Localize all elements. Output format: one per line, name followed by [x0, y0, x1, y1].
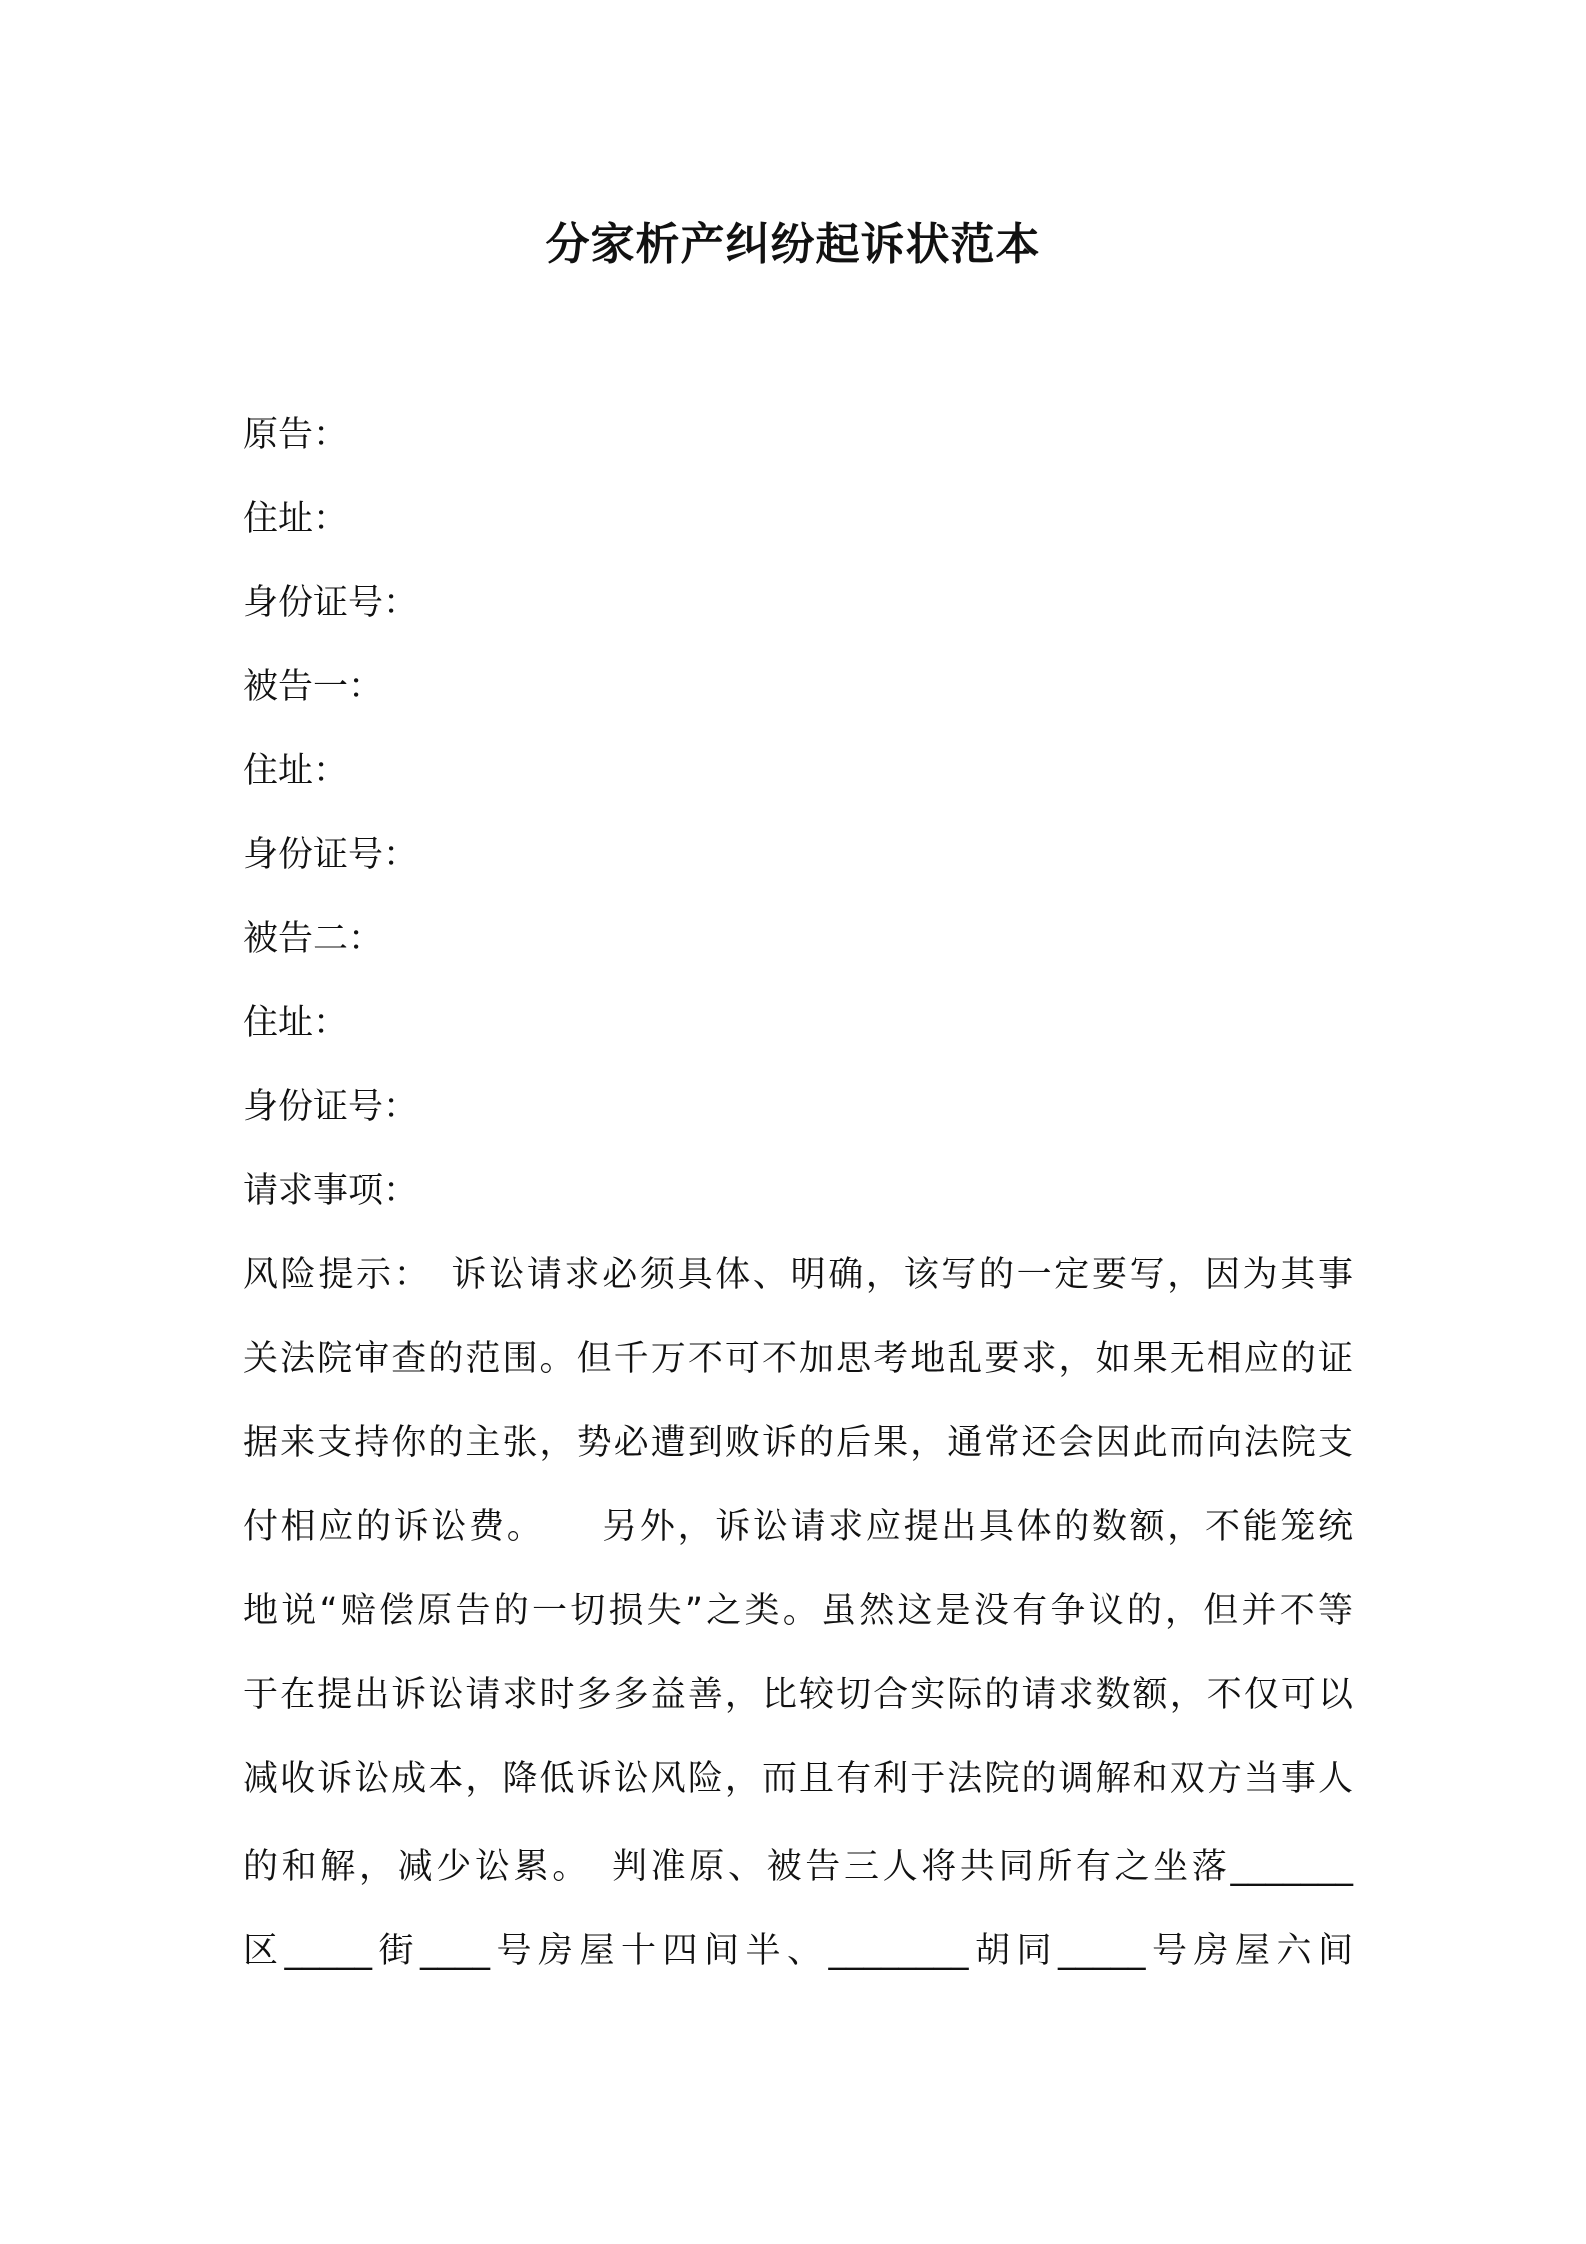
body-line: 付相应的诉讼费。 另外，诉讼请求应提出具体的数额，不能笼统: [243, 1507, 1353, 1547]
defendant-two-label: 被告二：: [243, 919, 384, 959]
body-line: 风险提示： 诉讼请求必须具体、明确，该写的一定要写，因为其事: [243, 1255, 1353, 1295]
body-line: 的和解，减少讼累。 判准原、被告三人将共同所有之坐落_______: [243, 1847, 1353, 1887]
defendant-one-id-label: 身份证号：: [243, 835, 419, 875]
plaintiff-address-label: 住址：: [243, 499, 349, 539]
plaintiff-id-label: 身份证号：: [243, 583, 419, 623]
defendant-two-address-label: 住址：: [243, 1003, 349, 1043]
body-line: 地说“赔偿原告的一切损失”之类。虽然这是没有争议的，但并不等: [243, 1591, 1353, 1631]
document-title: 分家析产纠纷起诉状范本: [545, 219, 1041, 270]
defendant-one-label: 被告一：: [243, 667, 384, 707]
defendant-two-id-label: 身份证号：: [243, 1087, 419, 1127]
claims-label: 请求事项：: [243, 1171, 419, 1211]
body-line: 减收诉讼成本，降低诉讼风险，而且有利于法院的调解和双方当事人: [243, 1759, 1353, 1799]
body-line: 关法院审查的范围。但千万不可不加思考地乱要求，如果无相应的证: [243, 1339, 1353, 1379]
body-line: 据来支持你的主张，势必遭到败诉的后果，通常还会因此而向法院支: [243, 1423, 1353, 1463]
body-line: 区_____街____号房屋十四间半、________胡同_____号房屋六间: [243, 1931, 1353, 1971]
body-line: 于在提出诉讼请求时多多益善，比较切合实际的请求数额，不仅可以: [243, 1675, 1353, 1715]
plaintiff-label: 原告：: [243, 415, 349, 455]
defendant-one-address-label: 住址：: [243, 751, 349, 791]
